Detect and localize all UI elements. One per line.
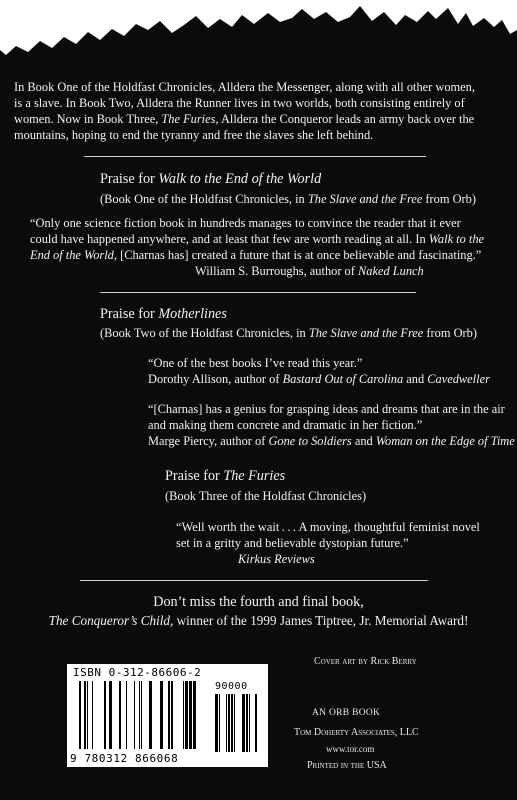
subheading-text: from Orb) (422, 192, 477, 206)
publisher-url: www.tor.com (326, 744, 375, 754)
praise-heading-book-two (100, 306, 227, 323)
praise-subheading-book-one (100, 192, 476, 208)
book-title-conquerors-child: The Conqueror’s Child, (48, 613, 174, 628)
book-title: Gone to Soldiers (268, 434, 352, 448)
praise-heading-book-one (100, 171, 321, 188)
barcode-bar (79, 681, 81, 749)
divider (84, 156, 426, 157)
divider (100, 292, 416, 293)
attribution-text: and (403, 372, 428, 386)
isbn-label: ISBN 0-312-86606-2 (73, 666, 202, 679)
barcode-bar (119, 681, 121, 749)
heading-text: Praise for (100, 306, 159, 322)
quote-attribution-kirkus (238, 552, 315, 568)
book-title: The Slave and the Free (307, 192, 423, 206)
subheading-text: from Orb) (423, 326, 477, 340)
quote-text: could have happened anywhere, and at least that few are worth reading at all. In (30, 232, 429, 246)
barcode-bar (228, 694, 230, 752)
subheading-text: (Book One of the Holdfast Chronicles, in (100, 192, 308, 206)
barcode-bar (193, 681, 196, 749)
isbn-barcode (67, 664, 268, 767)
barcode-bar (215, 694, 218, 752)
quote-allison: “One of the best books I’ve read this year.” (148, 356, 363, 370)
barcode-bar (104, 681, 106, 749)
publication-name: Kirkus Reviews (238, 552, 315, 566)
subheading-text: (Book Two of the Holdfast Chronicles, in (100, 326, 309, 340)
barcode-bar (92, 681, 93, 749)
book-title: Naked Lunch (357, 264, 424, 278)
barcode-bar (141, 681, 142, 749)
book-title: Woman on the Edge of Time (375, 434, 515, 448)
barcode-bar (87, 681, 88, 749)
barcode-bar (231, 694, 233, 752)
quote-kirkus-line-1: “Well worth the wait . . . A moving, thoughtful feminist novel (176, 520, 480, 534)
barcode-bar (183, 681, 184, 749)
synopsis-line-2: is a slave. In Book Two, Alldera the Runner lives in two worlds, both consisting entirely of (14, 96, 465, 110)
barcode-bar (219, 694, 220, 752)
price-code: 90000 (215, 681, 248, 692)
award-text: winner of the 1999 James Tiptree, Jr. Memorial Award! (173, 613, 469, 628)
attribution-text: Marge Piercy, author of (148, 434, 269, 448)
closing-text (0, 613, 517, 629)
synopsis-text: Alldera the Conqueror leads an army back over the (218, 112, 475, 126)
quote-burroughs-line-3 (30, 248, 481, 264)
barcode-bar (255, 694, 257, 752)
quote-burroughs-line-1: “Only one science fiction book in hundreds manages to convince the reader that it ever (30, 216, 461, 230)
barcode-bar (185, 681, 188, 749)
quote-piercy-line-2: and making them concrete and dramatic in her fiction.” (148, 418, 423, 432)
quote-attribution-piercy (148, 434, 515, 450)
barcode-bar (149, 681, 152, 749)
barcode-bar (171, 681, 173, 749)
quote-burroughs-line-2 (30, 232, 484, 248)
quote-kirkus-line-2: set in a gritty and believable dystopian future.” (176, 536, 409, 550)
printed-in: Printed in the USA (307, 760, 387, 771)
barcode-bar (246, 694, 248, 752)
quote-text: [Charnas has] created a future that is at once believable and fascinating.” (116, 248, 482, 262)
heading-text: Praise for (100, 171, 159, 187)
praise-subheading-book-two (100, 326, 477, 342)
barcode-bar (249, 694, 250, 752)
synopsis-line-3 (14, 112, 474, 128)
closing-line-1 (0, 594, 517, 611)
attribution-text: and (351, 434, 376, 448)
barcode-bar (84, 681, 86, 749)
book-title-the-furies: The Furies, (161, 112, 219, 126)
barcode-bar (160, 681, 163, 749)
barcode-bar (134, 681, 135, 749)
praise-heading-book-three (165, 468, 285, 485)
synopsis-line-1: In Book One of the Holdfast Chronicles, Alldera the Messenger, along with all other women, (14, 80, 475, 94)
mountain-ridge-edge (0, 0, 517, 80)
barcode-bar (109, 681, 112, 749)
ean-number: 9 780312 866068 (70, 752, 179, 765)
cover-art-credit: Cover art by Rick Berry (314, 656, 417, 667)
book-title: The Slave and the Free (308, 326, 424, 340)
attribution-text: William S. Burroughs, author of (195, 264, 358, 278)
book-title: The Furies (223, 468, 286, 484)
publisher-imprint: AN ORB BOOK (312, 708, 381, 718)
heading-text: Praise for (165, 468, 224, 484)
barcode-bar (226, 694, 227, 752)
closing-line-2 (0, 613, 517, 629)
synopsis-text: women. Now in Book Three, (14, 112, 162, 126)
book-title: Cavedweller (427, 372, 490, 386)
book-title: Walk to the End of the World (158, 171, 322, 187)
barcode-bar (242, 694, 245, 752)
closing-text: Don’t miss the fourth and final book, (153, 594, 364, 610)
book-title: Walk to the (428, 232, 485, 246)
book-title: Motherlines (158, 306, 227, 322)
barcode-bar (189, 681, 192, 749)
barcode-bar (126, 681, 127, 749)
attribution-text: Dorothy Allison, author of (148, 372, 283, 386)
publisher-name: Tom Doherty Associates, LLC (294, 727, 419, 738)
barcode-bar (168, 681, 170, 749)
quote-attribution-burroughs (195, 264, 424, 280)
book-title: End of the World, (30, 248, 117, 262)
barcode-bar (139, 681, 140, 749)
quote-attribution-allison (148, 372, 490, 388)
barcode-bar (234, 694, 235, 752)
synopsis-line-4: mountains, hoping to end the tyranny and free the slaves she left behind. (14, 128, 374, 142)
quote-piercy-line-1: “[Charnas] has a genius for grasping ideas and dreams that are in the air (148, 402, 505, 416)
praise-subheading-book-three: (Book Three of the Holdfast Chronicles) (165, 489, 367, 503)
book-title: Bastard Out of Carolina (282, 372, 404, 386)
divider (80, 580, 428, 581)
